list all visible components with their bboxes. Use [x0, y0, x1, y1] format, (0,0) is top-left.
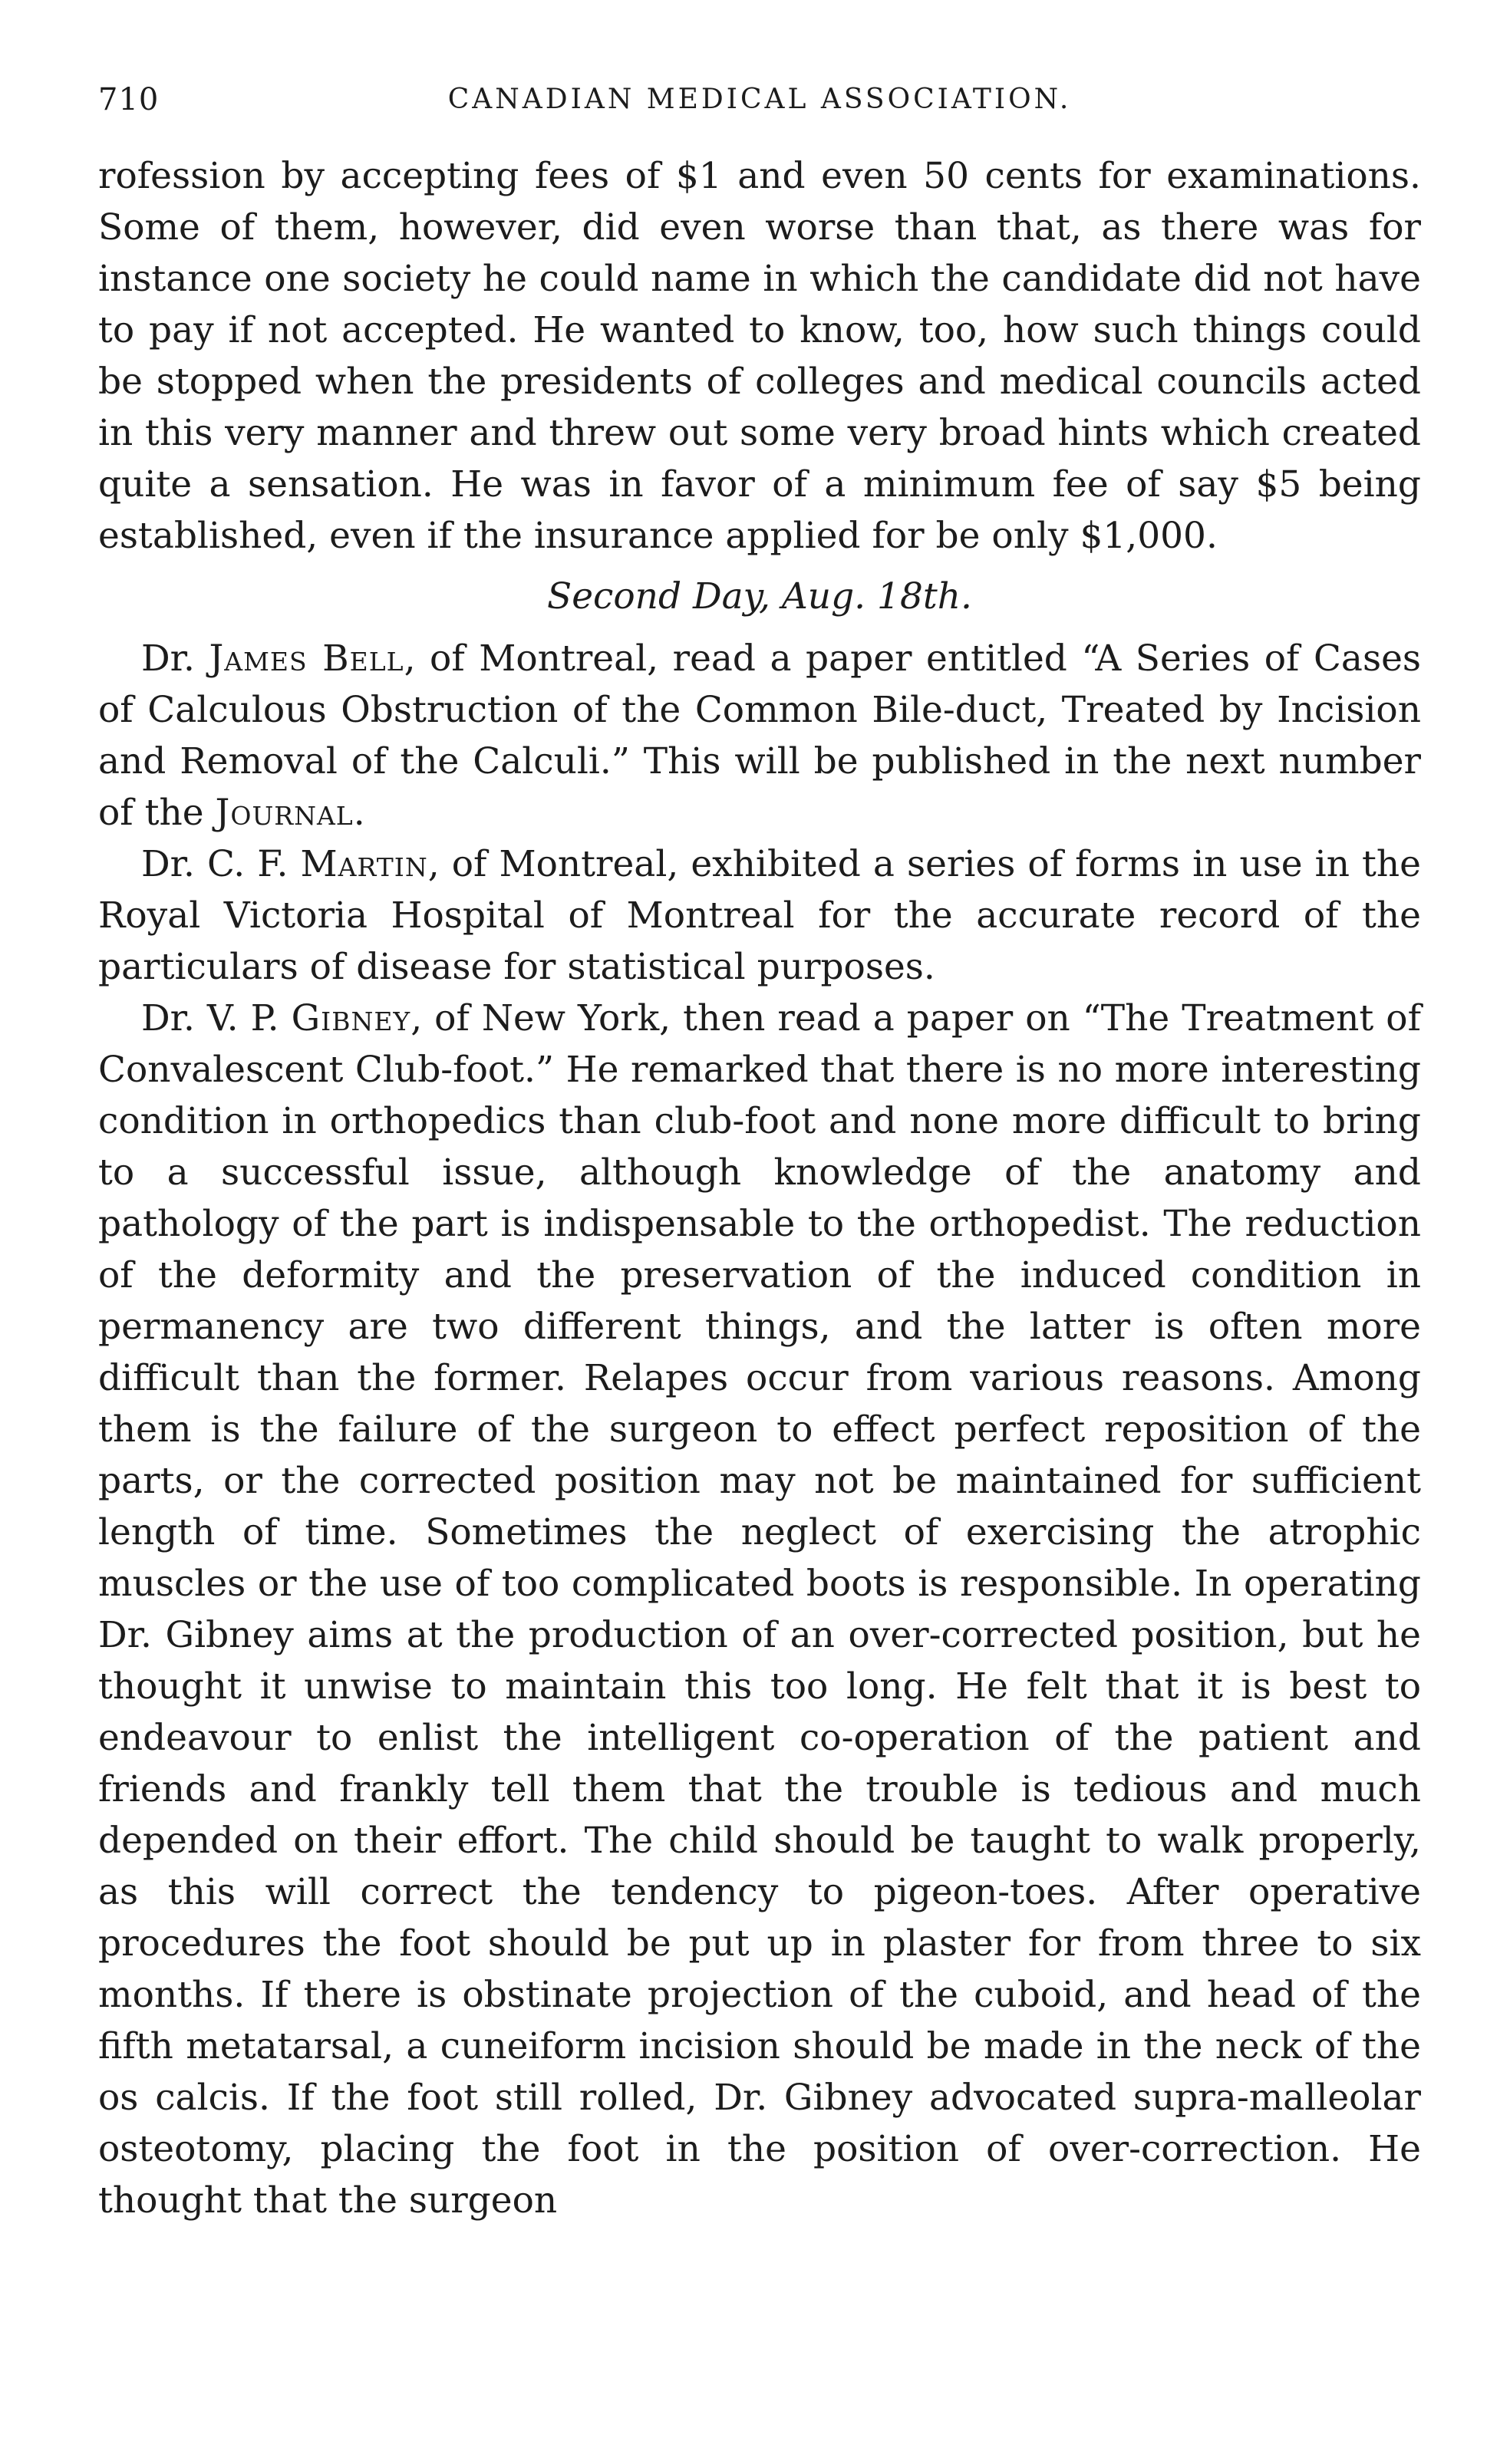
paragraph-martin — [98, 838, 1421, 993]
page-number: 710 — [98, 82, 160, 117]
paragraph-bell-end: . — [353, 792, 365, 834]
paragraph-gibney-text: , of New York, then read a paper on “The Treatment of Convalescent Club-foot.” He remarked that there is no more interesting condition in orthopedics than club-foot and none more difficult to bring to a successful issue, although knowledge of the anatomy and pathology of the part is indispensable to the orthopedist. The reduction of the deformity and the preservation of the induced condition in permanency are two different things, and the latter is often more difficult than the former. Relapes occur from various reasons. Among them is the failure of the surgeon to effect perfect reposition of the parts, or the corrected position may not be maintained for sufficient length of time. Sometimes the neglect of exercising the atrophic muscles or the use of too complicated boots is responsible. In operating Dr. Gibney aims at the production of an over-corrected position, but he thought it unwise to maintain this too long. He felt that it is best to endeavour to enlist the intelligent co-operation of the patient and friends and frankly tell them that the trouble is tedious and much depended on their effort. The child should be taught to walk properly, as this will correct the tendency to pigeon-toes. After operative procedures the foot should be put up in plaster for from three to six months. If there is obstinate projection of the cuboid, and head of the fifth metatarsal, a cuneiform incision should be made in the neck of the os calcis. If the foot still rolled, Dr. Gibney advocated supra-malleolar osteotomy, placing the foot in the position of over-correction. He thought that the surgeon — [98, 997, 1421, 2222]
journal-reference: Journal — [215, 792, 354, 834]
paragraph-bell — [98, 633, 1421, 838]
journal-title: CANADIAN MEDICAL ASSOCIATION. — [447, 84, 1072, 115]
paragraph-bell-prefix: Dr. — [141, 637, 209, 680]
paragraph-martin-prefix: Dr. C. F. — [141, 843, 301, 885]
section-heading: Second Day, Aug. 18th. — [547, 575, 972, 618]
author-name-gibney: Gibney — [291, 997, 411, 1039]
running-head — [98, 77, 1421, 123]
author-name-bell: James Bell — [209, 637, 404, 680]
paragraph-continued: rofession by accepting fees of $1 and even 50 cents for examinations. Some of them, however, did even worse than that, as there was for instance one society he could name in which the candidate did not have to pay if not accepted. He wanted to know, too, how such things could be stopped when the presidents of colleges and medical councils acted in this very manner and threw out some very broad hints which created quite a sensation. He was in favor of a minimum fee of say $5 being established, even if the insurance applied for be only $1,000. — [98, 155, 1421, 557]
author-name-martin: Martin — [300, 843, 428, 885]
paragraph-martin-text: , of Montreal, exhibited a series of forms in use in the Royal Victoria Hospital of Montreal for the accurate record of the particulars of disease for statistical purposes. — [98, 843, 1422, 988]
paragraph-gibney — [98, 993, 1421, 2226]
document-page — [98, 77, 1421, 2226]
body-text — [98, 150, 1421, 2226]
paragraph-bell-text: , of Montreal, read a paper entitled “A Series of Cases of Calculous Obstruction of the Common Bile-duct, Treated by Incision and Removal of the Calculi.” This will be published in the next number of the — [98, 637, 1422, 834]
paragraph-gibney-prefix: Dr. V. P. — [141, 997, 292, 1039]
